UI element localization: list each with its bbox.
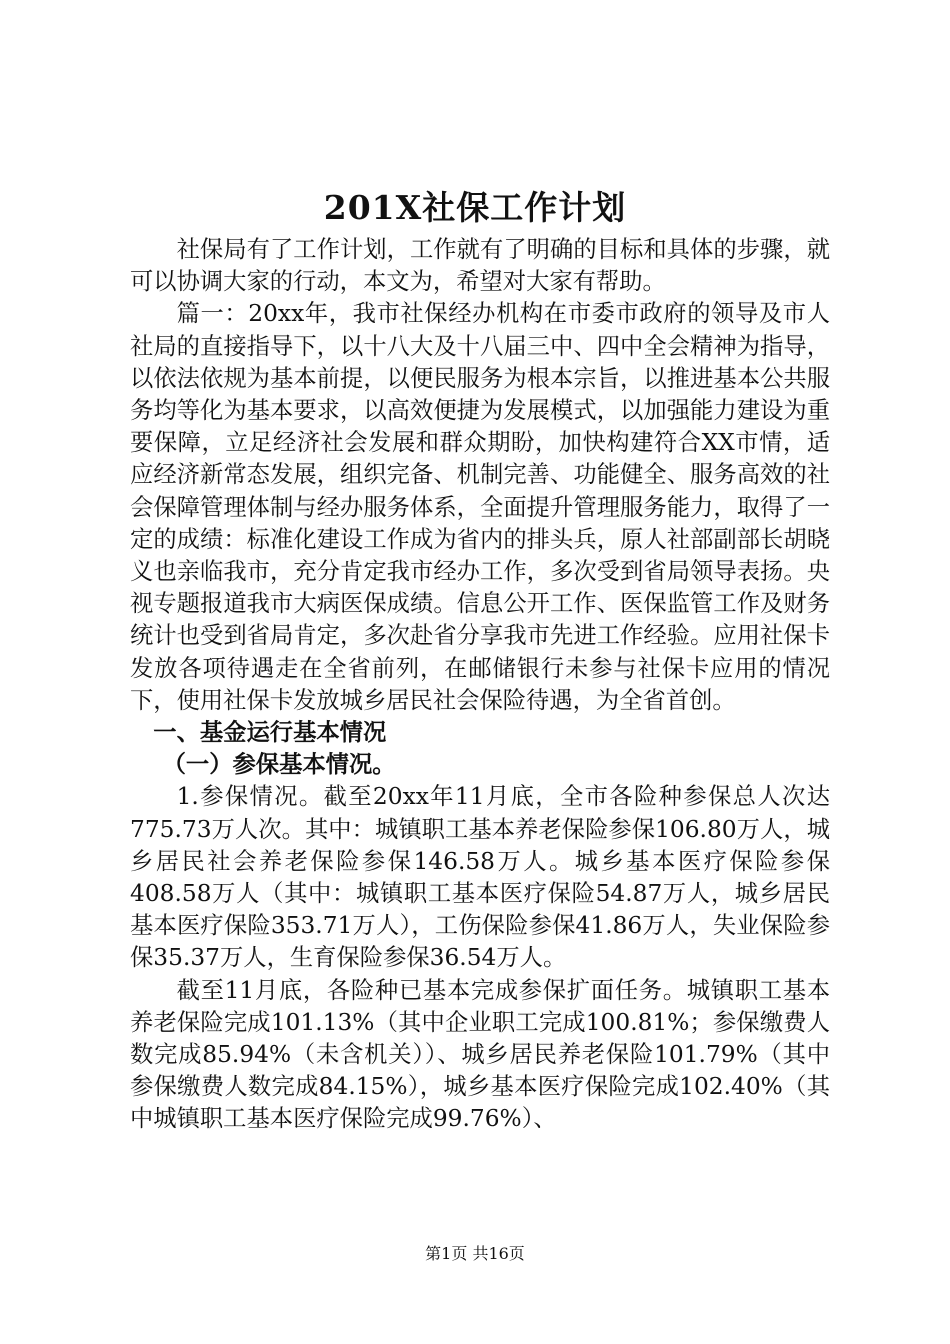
subsection-heading: （一）参保基本情况。 <box>162 751 396 779</box>
document-title: 201X社保工作计划 <box>323 188 627 227</box>
page-footer: 第1页 共16页 <box>425 1244 525 1263</box>
section-heading: 一、基金运行基本情况 <box>153 719 387 747</box>
completion-paragraph: 截至11月底，各险种已基本完成参保扩面任务。城镇职工基本养老保险完成101.13%（其中企业职工完成100.81%；参保缴费人数完成85.94%（未含机关））、城乡居民养老保险101.79%（其中参保缴费人数完成84.15%），城乡基本医疗保险完成102.40%（其中城镇职工基本医疗保险完成99.76%）、 <box>130 976 830 1133</box>
document-body <box>130 234 830 1136</box>
enrollment-paragraph: 1.参保情况。截至20xx年11月底，全市各险种参保总人次达775.73万人次。其中：城镇职工基本养老保险参保106.80万人，城乡居民社会养老保险参保146.58万人。城乡基本医疗保险参保408.58万人（其中：城镇职工基本医疗保险54.87万人，城乡居民基本医疗保险353.71万人），工伤保险参保41.86万人，失业保险参保35.37万人，生育保险参保36.54万人。 <box>130 783 830 972</box>
intro-paragraph: 社保局有了工作计划，工作就有了明确的目标和具体的步骤，就可以协调大家的行动，本文为，希望对大家有帮助。 <box>130 236 830 296</box>
part-one-paragraph: 篇一：20xx年，我市社保经办机构在市委市政府的领导及市人社局的直接指导下，以十八大及十八届三中、四中全会精神为指导，以依法依规为基本前提，以便民服务为根本宗旨，以推进基本公共服务均等化为基本要求，以高效便捷为发展模式，以加强能力建设为重要保障，立足经济社会发展和群众期盼，加快构建符合XX市情，适应经济新常态发展，组织完备、机制完善、功能健全、服务高效的社会保障管理体制与经办服务体系，全面提升管理服务能力，取得了一定的成绩：标准化建设工作成为省内的排头兵，原人社部副部长胡晓义也亲临我市，充分肯定我市经办工作，多次受到省局领导表扬。央视专题报道我市大病医保成绩。信息公开工作、医保监管工作及财务统计也受到省局肯定，多次赴省分享我市先进工作经验。应用社保卡发放各项待遇走在全省前列，在邮储银行未参与社保卡应用的情况下，使用社保卡发放城乡居民社会保险待遇，为全省首创。 <box>130 300 830 714</box>
